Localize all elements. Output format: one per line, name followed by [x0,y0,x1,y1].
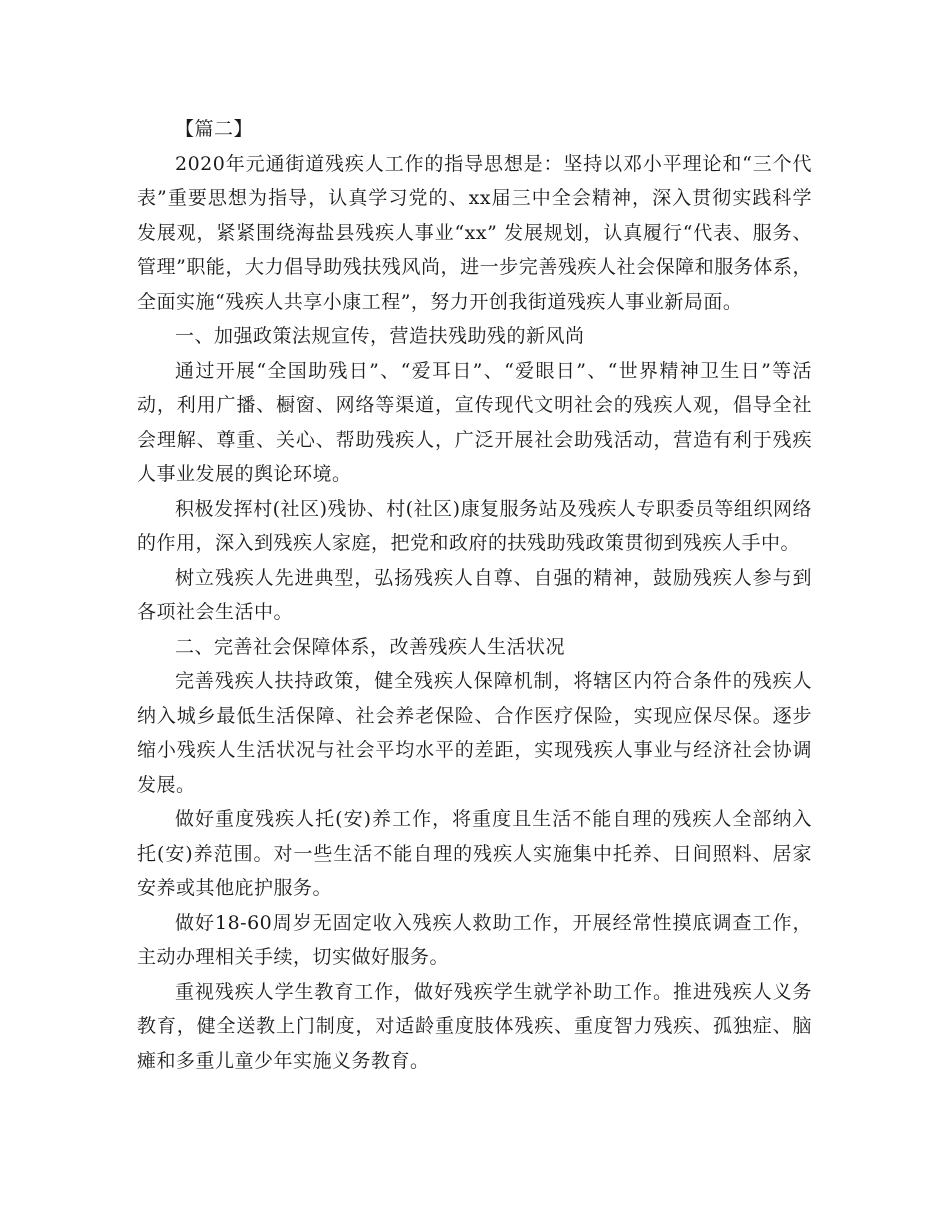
paragraph-role-models: 树立残疾人先进典型，弘扬残疾人自尊、自强的精神，鼓励残疾人参与到各项社会生活中。 [137,566,812,623]
paragraph-organization-network: 积极发挥村(社区)残协、村(社区)康复服务站及残疾人专职委员等组织网络的作用，深入到残疾人家庭，把党和政府的扶残助残政策贯彻到残疾人手中。 [137,497,812,554]
paragraph-relief-work: 做好18-60周岁无固定收入残疾人救助工作，开展经常性摸底调查工作，主动办理相关手续，切实做好服务。 [137,911,812,968]
section-heading-2: 二、完善社会保障体系，改善残疾人生活状况 [175,635,566,658]
paragraph-guiding-thought: 2020年元通街道残疾人工作的指导思想是：坚持以邓小平理论和“三个代表”重要思想为指导，认真学习党的、xx届三中全会精神，深入贯彻实践科学发展观，紧紧围绕海盐县残疾人事业“xx” 发展规划，认真履行“代表、服务、管理”职能，大力倡导助残扶残风尚，进一步完善残疾人社会保障和服务体系，全面实施“残疾人共享小康工程”，努力开创我街道残疾人事业新局面。 [137,152,812,313]
section-heading-1: 一、加强政策法规宣传，营造扶残助残的新风尚 [175,325,585,347]
section-label: 【篇二】 [175,118,254,140]
paragraph-support-policy: 完善残疾人扶持政策，健全残疾人保障机制，将辖区内符合条件的残疾人纳入城乡最低生活保障、社会养老保险、合作医疗保险，实现应保尽保。逐步缩小残疾人生活状况与社会平均水平的差距，实现残疾人事业与经济社会协调发展。 [137,670,812,796]
paragraph-education: 重视残疾人学生教育工作，做好残疾学生就学补助工作。推进残疾人义务教育，健全送教上门制度，对适龄重度肢体残疾、重度智力残疾、孤独症、脑瘫和多重儿童少年实施义务教育。 [137,980,812,1072]
document-body [137,112,812,1078]
paragraph-care-services: 做好重度残疾人托(安)养工作，将重度且生活不能自理的残疾人全部纳入托(安)养范围。对一些生活不能自理的残疾人实施集中托养、日间照料、居家安养或其他庇护服务。 [137,808,812,899]
paragraph-publicity-activities: 通过开展“全国助残日”、“爱耳日”、“爱眼日”、“世界精神卫生日”等活动，利用广播、橱窗、网络等渠道，宣传现代文明社会的残疾人观，倡导全社会理解、尊重、关心、帮助残疾人，广泛开展社会助残活动，营造有利于残疾人事业发展的舆论环境。 [137,359,812,485]
